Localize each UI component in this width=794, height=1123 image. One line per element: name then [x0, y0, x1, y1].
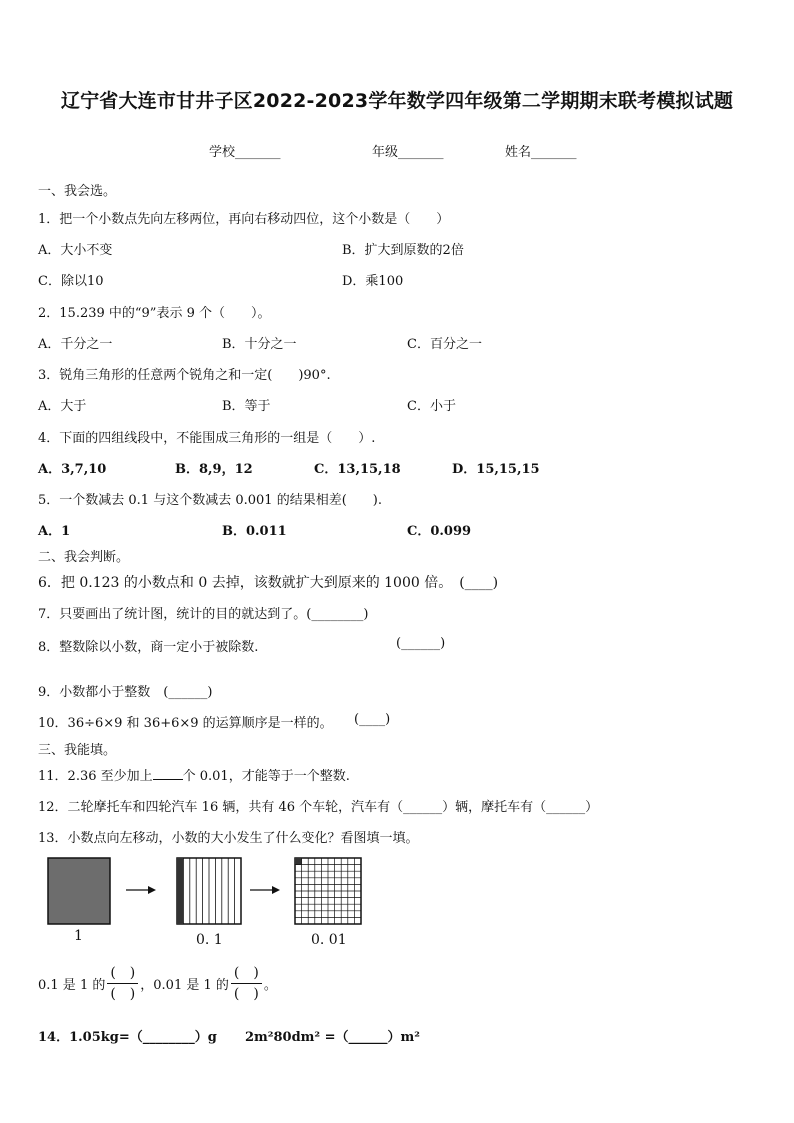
question-8: 8．整数除以小数，商一定小于被除数. [38, 640, 259, 655]
q3-option-b[interactable]: B．等于 [222, 399, 271, 414]
q13-fraction-2[interactable] [231, 963, 262, 1004]
q2-option-a[interactable]: A．千分之一 [38, 337, 113, 352]
q5-option-b[interactable]: B．0.011 [222, 524, 287, 539]
q3-option-a[interactable]: A．大于 [38, 399, 87, 414]
arrow-1-head [148, 886, 156, 894]
hundredths-square [295, 858, 361, 924]
page-title: 辽宁省大连市甘井子区2022-2023学年数学四年级第二学期期末联考模拟试题 [60, 90, 734, 112]
question-12: 12．二轮摩托车和四轮汽车 16 辆，共有 46 个车轮，汽车有（______）辆，摩托车有（______） [38, 800, 599, 815]
q1-option-b[interactable]: B．扩大到原数的2倍 [342, 243, 464, 258]
q13-fraction-1-denominator[interactable]: ( ) [110, 986, 136, 1002]
figure-label-one: 1 [74, 928, 83, 944]
q13-fraction-2-numerator[interactable]: ( ) [231, 963, 262, 984]
figure-label-tenth: 0. 1 [196, 932, 223, 948]
question-7: 7．只要画出了统计图，统计的目的就达到了。(________) [38, 607, 369, 622]
section-heading-judge: 二、我会判断。 [38, 550, 130, 565]
arrow-2-head [272, 886, 280, 894]
q2-option-b[interactable]: B．十分之一 [222, 337, 297, 352]
q8-answer-blank[interactable]: (______) [396, 636, 446, 651]
question-14-part-2: 2m²80dm² =（______）m² [245, 1030, 420, 1045]
question-14-part-1: 14．1.05kg=（________）g [38, 1030, 217, 1045]
q2-option-c[interactable]: C．百分之一 [407, 337, 482, 352]
q4-option-d[interactable]: D．15,15,15 [452, 462, 540, 477]
question-13: 13．小数点向左移动，小数的大小发生了什么变化？看图填一填。 [38, 831, 419, 846]
q1-option-c[interactable]: C．除以10 [38, 274, 104, 289]
q13-fill-mid: ，0.01 是 1 的 [140, 978, 229, 993]
question-10: 10．36÷6×9 和 36+6×9 的运算顺序是一样的。 [38, 716, 333, 731]
q11-answer-blank[interactable] [153, 767, 183, 780]
question-3: 3．锐角三角形的任意两个锐角之和一定( )90°. [38, 368, 331, 383]
whole-square [48, 858, 110, 924]
q1-option-d[interactable]: D．乘100 [342, 274, 404, 289]
tenths-square [177, 858, 241, 924]
q4-option-a[interactable]: A．3,7,10 [38, 462, 107, 477]
section-heading-fill: 三、我能填。 [38, 743, 117, 758]
question-9: 9．小数都小于整数 (______) [38, 685, 213, 700]
q13-fraction-2-denominator[interactable]: ( ) [233, 986, 259, 1002]
q13-fraction-1[interactable] [107, 963, 138, 1004]
q13-fill-line [38, 963, 277, 1004]
q13-fraction-1-numerator[interactable]: ( ) [107, 963, 138, 984]
question-4: 4．下面的四组线段中，不能围成三角形的一组是（ ）. [38, 431, 376, 446]
q10-answer-blank[interactable]: (____) [354, 712, 391, 727]
school-field[interactable]: 学校_______ [209, 145, 281, 160]
q4-option-c[interactable]: C．13,15,18 [314, 462, 401, 477]
q1-option-a[interactable]: A．大小不变 [38, 243, 113, 258]
q5-option-c[interactable]: C．0.099 [407, 524, 472, 539]
q13-fill-post: 。 [263, 978, 277, 993]
q5-option-a[interactable]: A．1 [38, 524, 71, 539]
question-5: 5．一个数减去 0.1 与这个数减去 0.001 的结果相差( ). [38, 493, 382, 508]
section-heading-choice: 一、我会选。 [38, 184, 117, 199]
question-6: 6．把 0.123 的小数点和 0 去掉，该数就扩大到原来的 1000 倍。 (____) [38, 575, 499, 591]
q3-option-c[interactable]: C．小于 [407, 399, 456, 414]
q4-option-b[interactable]: B．8,9，12 [175, 462, 253, 477]
question-11 [38, 765, 350, 784]
q13-fill-pre: 0.1 是 1 的 [38, 978, 106, 993]
name-field[interactable]: 姓名_______ [505, 145, 577, 160]
q11-text-post: 个 0.01，才能等于一个整数. [182, 769, 350, 784]
q11-text-pre: 11．2.36 至少加上 [38, 769, 153, 784]
question-1: 1．把一个小数点先向左移两位，再向右移动四位，这个小数是（ ） [38, 212, 450, 227]
figure-label-hundredth: 0. 01 [311, 932, 347, 948]
question-2: 2．15.239 中的“9”表示 9 个（ ）。 [38, 306, 271, 321]
grade-field[interactable]: 年级_______ [372, 145, 444, 160]
